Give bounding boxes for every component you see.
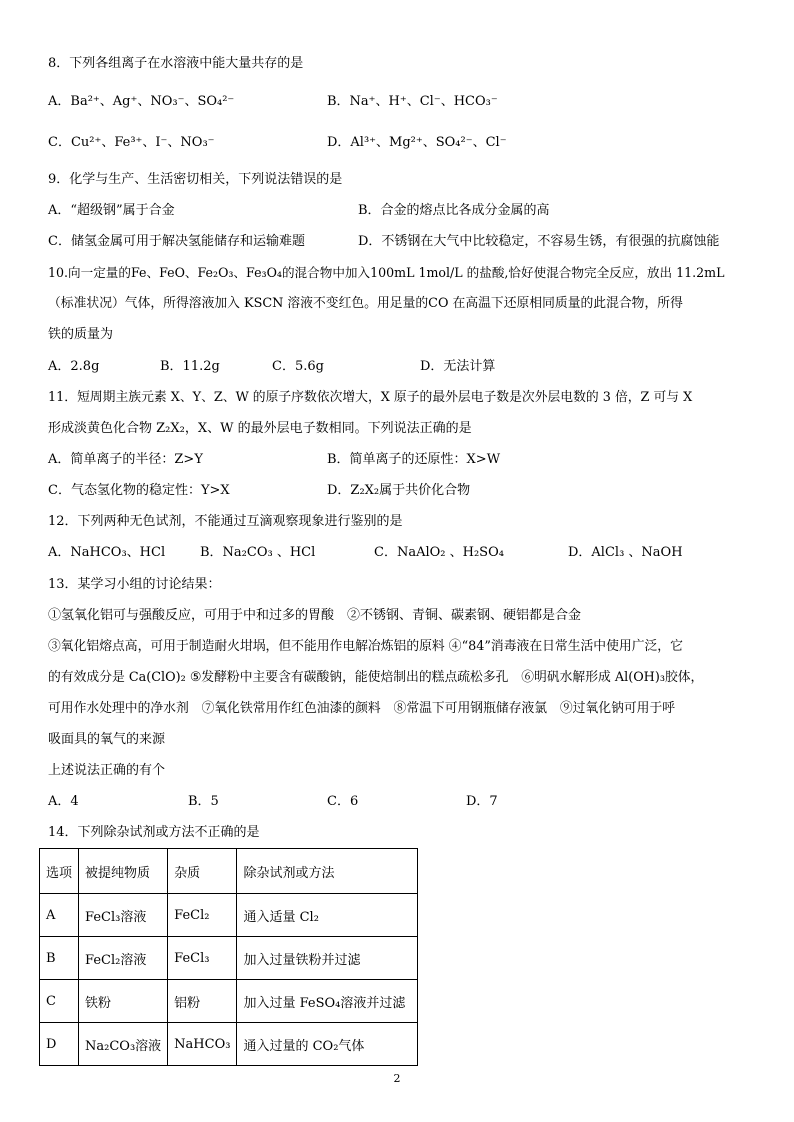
- table-header-cell: 被提纯物质: [79, 849, 168, 894]
- q10-line-1: 10.向一定量的Fe、FeO、Fe₂O₃、Fe₃O₄的混合物中加入100mL 1mol/L 的盐酸,恰好使混合物完全反应，放出 11.2mL: [48, 265, 725, 280]
- table-cell: 通入过量的 CO₂气体: [237, 1023, 418, 1066]
- table-header-cell: 除杂试剂或方法: [237, 849, 418, 894]
- table-cell: FeCl₃溶液: [79, 894, 168, 937]
- q12-option-c: C．NaAlO₂ 、H₂SO₄: [374, 545, 504, 560]
- q8-option-d: D．Al³⁺、Mg²⁺、SO₄²⁻、Cl⁻: [327, 135, 507, 150]
- table-row: [40, 894, 418, 937]
- q13-option-b: B．5: [188, 794, 219, 809]
- table-cell: FeCl₂: [168, 894, 237, 937]
- impurity-removal-table: [39, 848, 418, 1066]
- table-header-row: [40, 849, 418, 894]
- q9-stem: 9．化学与生产、生活密切相关，下列说法错误的是: [48, 172, 343, 187]
- q12-option-d: D．AlCl₃ 、NaOH: [568, 545, 683, 560]
- q10-option-d: D．无法计算: [420, 359, 496, 374]
- table-cell: D: [40, 1023, 79, 1066]
- q11-option-c: C．气态氢化物的稳定性：Y>X: [48, 483, 230, 498]
- q9-option-a: A．“超级钢”属于合金: [48, 203, 175, 218]
- q13-line-1: ①氢氧化铝可与强酸反应，可用于中和过多的胃酸 ②不锈钢、青铜、碳素钢、硬铝都是合金: [48, 608, 582, 623]
- q9-option-d: D．不锈钢在大气中比较稳定，不容易生锈，有很强的抗腐蚀能: [358, 234, 720, 249]
- table-cell: 铁粉: [79, 980, 168, 1023]
- table-header-cell: 杂质: [168, 849, 237, 894]
- table-cell: 加入过量铁粉并过滤: [237, 937, 418, 980]
- q11-option-a: A．简单离子的半径：Z>Y: [48, 452, 203, 467]
- q8-option-c: C．Cu²⁺、Fe³⁺、I⁻、NO₃⁻: [48, 135, 215, 150]
- table-row: [40, 937, 418, 980]
- q13-option-d: D．7: [466, 794, 498, 809]
- q13-line-2: ③氧化铝熔点高，可用于制造耐火坩埚，但不能用作电解冶炼铝的原料 ④“84”消毒液在日常生活中使用广泛，它: [48, 639, 683, 654]
- q11-line-2: 形成淡黄色化合物 Z₂X₂，X、W 的最外层电子数相同。下列说法正确的是: [48, 421, 472, 436]
- table-cell: 铝粉: [168, 980, 237, 1023]
- table-cell: C: [40, 980, 79, 1023]
- q11-option-d: D．Z₂X₂属于共价化合物: [327, 483, 471, 498]
- q8-stem: 8．下列各组离子在水溶液中能大量共存的是: [48, 56, 304, 71]
- q13-line-5: 吸面具的氧气的来源: [48, 732, 166, 747]
- table-cell: FeCl₂溶液: [79, 937, 168, 980]
- table-cell: 加入过量 FeSO₄溶液并过滤: [237, 980, 418, 1023]
- q9-option-b: B．合金的熔点比各成分金属的高: [358, 203, 550, 218]
- table-header-cell: 选项: [40, 849, 79, 894]
- q11-option-b: B．简单离子的还原性：X>W: [327, 452, 501, 467]
- q8-option-b: B．Na⁺、H⁺、Cl⁻、HCO₃⁻: [327, 94, 498, 109]
- q13-line-4: 可用作水处理中的净水剂 ⑦氧化铁常用作红色油漆的颜料 ⑧常温下可用钢瓶储存液氯 ⑨过氧化钠可用于呼: [48, 701, 676, 716]
- q10-option-c: C．5.6g: [272, 359, 324, 374]
- table-cell: 通入适量 Cl₂: [237, 894, 418, 937]
- q12-option-b: B．Na₂CO₃ 、HCl: [200, 545, 316, 560]
- table-row: [40, 1023, 418, 1066]
- q12-stem: 12．下列两种无色试剂，不能通过互滴观察现象进行鉴别的是: [48, 514, 403, 529]
- q13-option-c: C．6: [327, 794, 359, 809]
- q13-ask: 上述说法正确的有个: [48, 763, 166, 778]
- q13-line-3: 的有效成分是 Ca(ClO)₂ ⑤发酵粉中主要含有碳酸钠，能使焙制出的糕点疏松多孔 ⑥明矾水解形成 Al(OH)₃胶体，: [48, 670, 704, 685]
- q10-option-a: A．2.8g: [48, 359, 100, 374]
- table-cell: A: [40, 894, 79, 937]
- q10-line-2: （标准状况）气体，所得溶液加入 KSCN 溶液不变红色。用足量的CO 在高温下还原相同质量的此混合物，所得: [48, 296, 683, 311]
- table-cell: Na₂CO₃溶液: [79, 1023, 168, 1066]
- q8-option-a: A．Ba²⁺、Ag⁺、NO₃⁻、SO₄²⁻: [48, 94, 235, 109]
- q13-option-a: A．4: [48, 794, 79, 809]
- table-row: [40, 980, 418, 1023]
- q12-option-a: A．NaHCO₃、HCl: [48, 545, 166, 560]
- q13-stem: 13．某学习小组的讨论结果：: [48, 577, 221, 592]
- q14-stem: 14．下列除杂试剂或方法不正确的是: [48, 825, 260, 840]
- q9-option-c: C．储氢金属可用于解决氢能储存和运输难题: [48, 234, 305, 249]
- q10-option-b: B．11.2g: [160, 359, 220, 374]
- table-cell: FeCl₃: [168, 937, 237, 980]
- table-cell: NaHCO₃: [168, 1023, 237, 1066]
- table-cell: B: [40, 937, 79, 980]
- q11-line-1: 11．短周期主族元素 X、Y、Z、W 的原子序数依次增大，X 原子的最外层电子数是次外层电数的 3 倍，Z 可与 X: [48, 390, 693, 405]
- page-number: 2: [393, 1072, 401, 1085]
- q10-line-3: 铁的质量为: [48, 327, 114, 342]
